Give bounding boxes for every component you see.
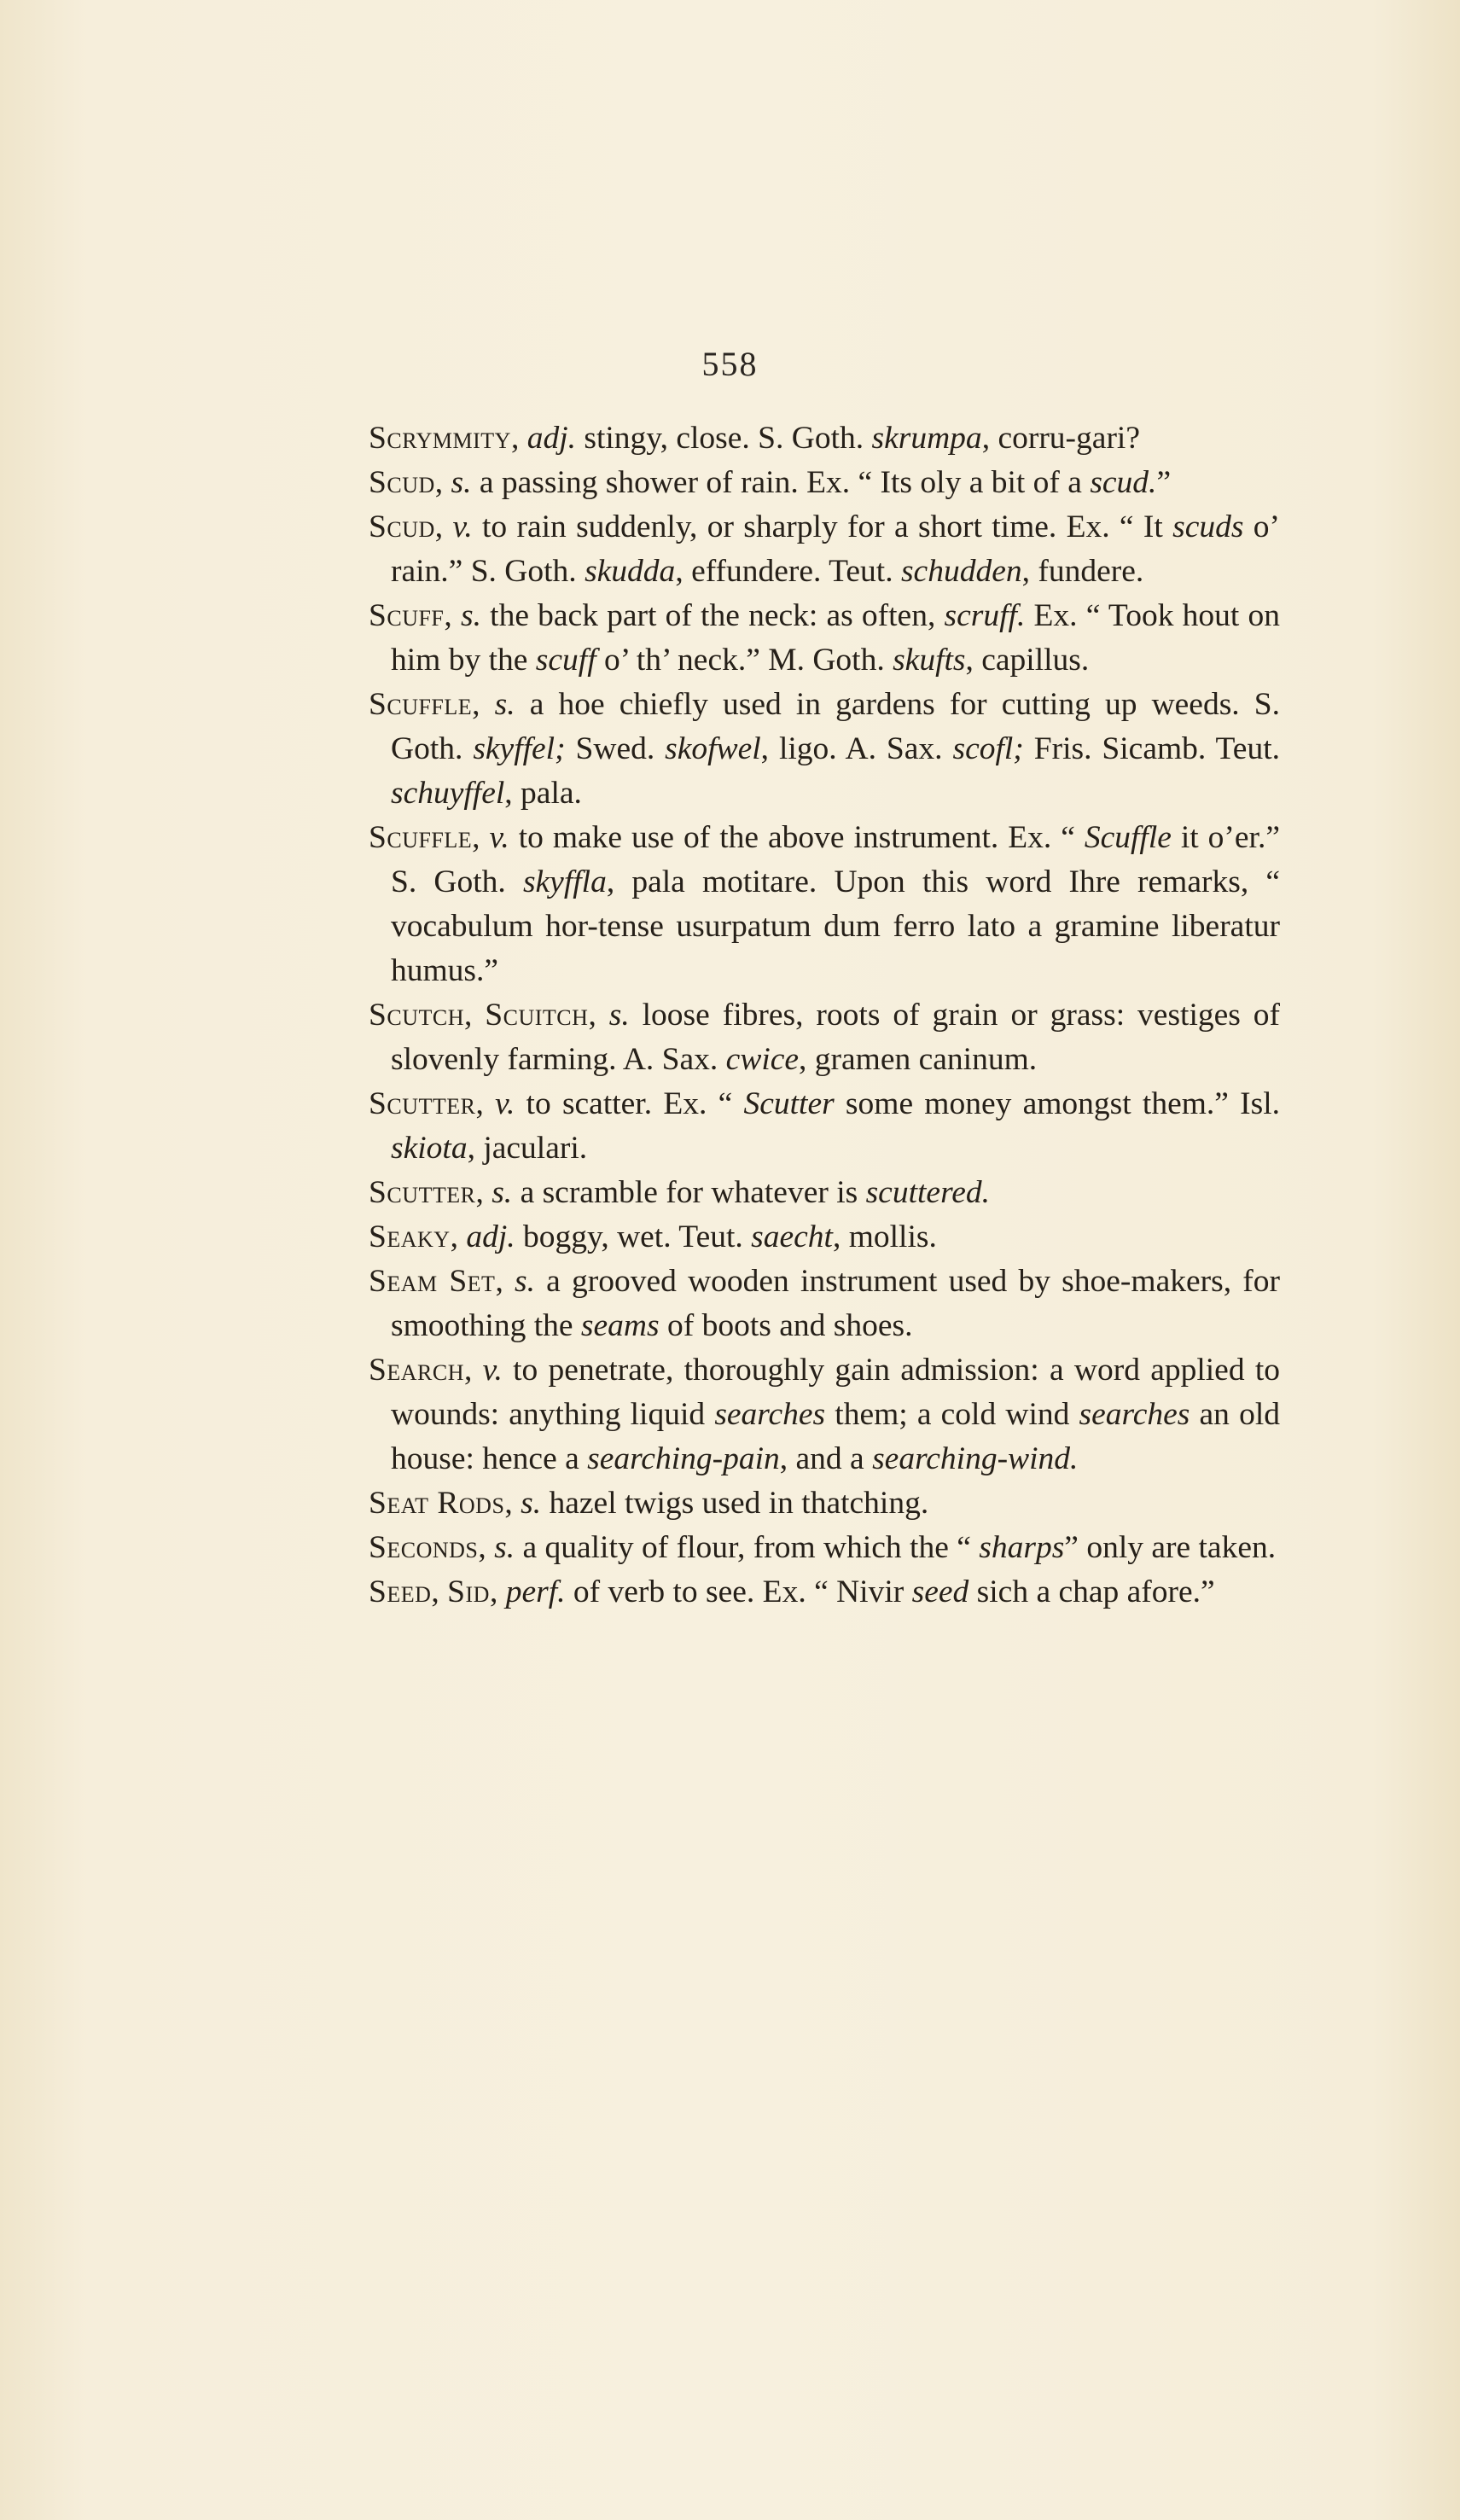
entry-headword: Scud (369, 465, 435, 500)
entry-italic-text: scud. (1090, 465, 1157, 500)
entry-text: , (588, 998, 609, 1033)
entry-headword: Search (369, 1353, 464, 1388)
entry-headword: Scrymmity (369, 421, 511, 456)
entry-text: , (510, 421, 527, 456)
entry-italic-text: scuff (535, 643, 596, 678)
entry-text: , (444, 598, 461, 633)
glossary-entry (369, 594, 1280, 683)
entry-italic-text: s. (494, 1530, 515, 1565)
entry-headword: Seed (369, 1574, 432, 1609)
entry-text: an old house: hence a (391, 1397, 1280, 1476)
entry-italic-text: scofl; (952, 731, 1024, 766)
entry-text: of boots and shoes. (659, 1308, 913, 1343)
entry-headword: Scuffle (369, 820, 473, 855)
glossary-entry (369, 1481, 1280, 1526)
entry-italic-text: s. (492, 1175, 513, 1210)
entry-text: some money amongst them.” Isl. (834, 1086, 1281, 1121)
entry-italic-text: seed (911, 1574, 969, 1609)
entry-italic-text: searches (1079, 1397, 1190, 1432)
entry-italic-text: v. (495, 1086, 515, 1121)
entry-text: a passing shower of rain. Ex. “ Its oly a bit of a (471, 465, 1091, 500)
entry-headword: Scuitch (485, 998, 589, 1033)
entry-italic-text: scuttered. (865, 1175, 991, 1210)
entry-text: , ligo. A. Sax. (760, 731, 953, 766)
entry-headword: Seconds (369, 1530, 479, 1565)
entry-text: , (431, 1574, 448, 1609)
glossary-entry (369, 683, 1280, 816)
entry-italic-text: s. (451, 465, 472, 500)
entry-text: , pala motitare. Upon this word Ihre remarks, “ vocabulum hor-tense usurpatum dum ferro lato a gramine liberatur humus.” (391, 864, 1281, 988)
entry-text: Fris. Sicamb. Teut. (1023, 731, 1280, 766)
entry-headword: Scud (369, 509, 435, 544)
entry-text: to scatter. Ex. “ (515, 1086, 744, 1121)
entry-headword: Scutter (369, 1086, 476, 1121)
entry-italic-text: s. (608, 998, 630, 1033)
entry-text: , (434, 465, 451, 500)
entry-text: a quality of flour, from which the “ (515, 1530, 980, 1565)
entry-italic-text: skofwel (665, 731, 761, 766)
entry-italic-text: Scuffle (1084, 820, 1172, 855)
entry-headword: Scuff (369, 598, 445, 633)
entry-text: the back part of the neck: as often, (480, 598, 945, 633)
entry-italic-text: v. (452, 509, 473, 544)
entry-text: o’ rain.” S. Goth. (391, 509, 1280, 589)
entry-headword: Scutter (369, 1175, 476, 1210)
entry-text: Swed. (565, 731, 666, 766)
glossary-entry (369, 1082, 1280, 1171)
entry-text: , (472, 687, 495, 722)
entry-text: a hoe chiefly used in gardens for cutting up weeds. S. Goth. (391, 687, 1281, 766)
entry-text: , (489, 1574, 506, 1609)
entry-italic-text: v. (482, 1353, 503, 1388)
entry-headword: Seaky (369, 1219, 451, 1254)
entry-text: hazel twigs used in thatching. (541, 1486, 929, 1521)
glossary-entries (369, 416, 1280, 1615)
glossary-entry (369, 1215, 1280, 1260)
entry-italic-text: scruff. (944, 598, 1026, 633)
entry-text: it o’er.” S. Goth. (391, 820, 1280, 899)
entry-italic-text: perf. (505, 1574, 566, 1609)
entry-text: , mollis. (832, 1219, 937, 1254)
entry-italic-text: s. (494, 687, 515, 722)
entry-italic-text: sharps (979, 1530, 1065, 1565)
entry-text: to penetrate, thoroughly gain admission: a word applied to wounds: anything liquid (391, 1353, 1281, 1432)
entry-text: , (434, 509, 453, 544)
entry-headword: Seat Rods (369, 1486, 505, 1521)
entry-text: stingy, close. S. Goth. (575, 421, 872, 456)
page-number: 558 (701, 345, 759, 383)
entry-text: , gramen caninum. (799, 1042, 1038, 1077)
entry-text: , (475, 1175, 492, 1210)
entry-text: a grooved wooden instrument used by shoe-makers, for smoothing the (391, 1264, 1280, 1343)
glossary-entry (369, 993, 1280, 1082)
entry-italic-text: skiota (391, 1131, 468, 1166)
entry-text: , (478, 1530, 495, 1565)
entry-text: , corru-gari? (981, 421, 1140, 456)
entry-italic-text: skyffla (522, 864, 607, 899)
entry-text: , (463, 998, 486, 1033)
glossary-entry (369, 416, 1280, 461)
entry-text: , (472, 820, 490, 855)
entry-text: , jaculari. (467, 1131, 588, 1166)
entry-text: , (450, 1219, 467, 1254)
entry-italic-text: skufts (893, 643, 966, 678)
glossary-entry (369, 461, 1280, 505)
entry-headword: Scuffle (369, 687, 473, 722)
entry-italic-text: saecht (751, 1219, 833, 1254)
entry-text: , (463, 1353, 483, 1388)
entry-italic-text: seams (580, 1308, 660, 1343)
glossary-entry (369, 1260, 1280, 1348)
entry-italic-text: scuds (1172, 509, 1244, 544)
entry-italic-text: s. (515, 1264, 535, 1299)
entry-headword: Seam Set (369, 1264, 496, 1299)
glossary-entry (369, 505, 1280, 594)
entry-headword: Sid (447, 1574, 490, 1609)
entry-text: to make use of the above instrument. Ex. “ (509, 820, 1085, 855)
entry-italic-text: adj. (466, 1219, 515, 1254)
entry-headword: Scutch (369, 998, 464, 1033)
entry-text: , (504, 1486, 521, 1521)
entry-text: to rain suddenly, or sharply for a short time. Ex. “ It (472, 509, 1173, 544)
entry-italic-text: skudda (585, 554, 676, 589)
entry-text: Ex. “ Took hout on him by the (391, 598, 1281, 678)
entry-text: , (475, 1086, 496, 1121)
entry-text: sich a chap afore.” (968, 1574, 1215, 1609)
entry-text: , effundere. Teut. (675, 554, 901, 589)
entry-text: , capillus. (965, 643, 1090, 678)
entry-italic-text: searching-wind. (872, 1441, 1079, 1476)
entry-italic-text: searches (714, 1397, 826, 1432)
entry-text: loose fibres, roots of grain or grass: vestiges of slovenly farming. A. Sax. (391, 998, 1281, 1077)
entry-italic-text: Scutter (743, 1086, 835, 1121)
glossary-entry (369, 1348, 1280, 1481)
entry-italic-text: schudden (900, 554, 1022, 589)
entry-text: , pala. (504, 776, 582, 811)
entry-italic-text: schuyffel (391, 776, 505, 811)
entry-italic-text: cwice (725, 1042, 800, 1077)
entry-italic-text: searching-pain (587, 1441, 780, 1476)
entry-italic-text: s. (460, 598, 481, 633)
entry-text: ” only are taken. (1064, 1530, 1277, 1565)
glossary-entry (369, 816, 1280, 993)
entry-text: , fundere. (1021, 554, 1144, 589)
glossary-entry (369, 1570, 1280, 1615)
entry-text: of verb to see. Ex. “ Nivir (565, 1574, 912, 1609)
entry-italic-text: adj. (526, 421, 576, 456)
entry-text: o’ th’ neck.” M. Goth. (596, 643, 893, 678)
glossary-entry (369, 1171, 1280, 1215)
entry-italic-text: skyffel; (473, 731, 566, 766)
glossary-entry (369, 1526, 1280, 1570)
entry-italic-text: v. (489, 820, 509, 855)
entry-italic-text: s. (521, 1486, 542, 1521)
entry-text: ” (1156, 465, 1172, 500)
entry-text: , and a (779, 1441, 873, 1476)
entry-text: them; a cold wind (825, 1397, 1079, 1432)
entry-text: , (495, 1264, 515, 1299)
entry-text: a scramble for whatever is (512, 1175, 866, 1210)
entry-text: boggy, wet. Teut. (515, 1219, 752, 1254)
entry-italic-text: skrumpa (871, 421, 982, 456)
